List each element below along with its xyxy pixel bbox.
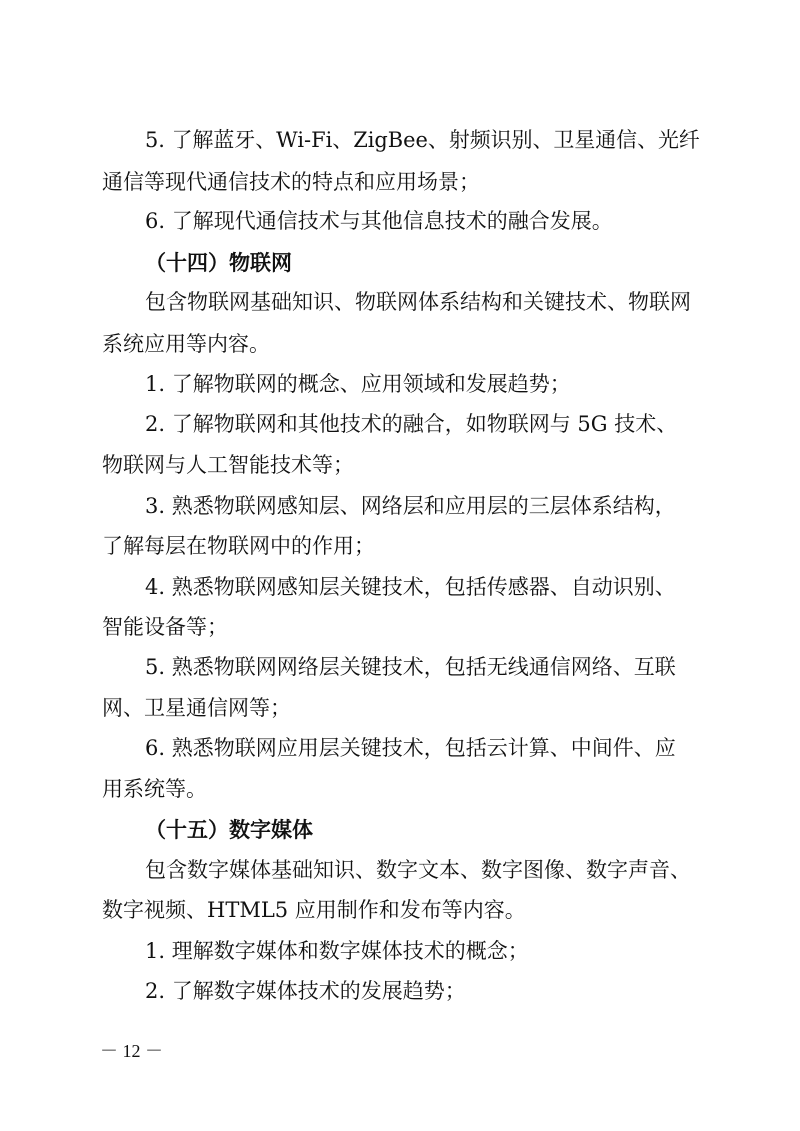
iot-item-3: 3. 熟悉物联网感知层、网络层和应用层的三层体系结构， [145, 494, 676, 518]
text-line [0, 808, 800, 852]
list-item-5-comms-cont: 通信等现代通信技术的特点和应用场景； [102, 170, 480, 194]
media-item-1: 1. 理解数字媒体和数字媒体技术的概念； [145, 939, 529, 963]
iot-item-3-cont: 了解每层在物联网中的作用； [102, 534, 375, 558]
text-line [0, 402, 800, 446]
text-line [0, 969, 800, 1013]
iot-item-5-cont: 网、卫星通信网等； [102, 696, 291, 720]
text-line [0, 848, 800, 892]
text-line [0, 443, 800, 487]
text-line [0, 565, 800, 609]
text-line [0, 767, 800, 811]
text-line [0, 241, 800, 285]
list-item-6-comms: 6. 了解现代通信技术与其他信息技术的融合发展。 [145, 209, 613, 233]
section-heading-iot: （十四）物联网 [145, 251, 292, 275]
page-number: － 12 － [100, 1041, 163, 1061]
iot-intro: 包含物联网基础知识、物联网体系结构和关键技术、物联网 [145, 290, 691, 314]
text-line [0, 524, 800, 568]
iot-item-5: 5. 熟悉物联网网络层关键技术，包括无线通信网络、互联 [145, 655, 676, 679]
text-line [0, 484, 800, 528]
iot-item-4-cont: 智能设备等； [102, 615, 228, 639]
text-line [0, 645, 800, 689]
text-line [0, 686, 800, 730]
text-line [0, 280, 800, 324]
text-line [0, 726, 800, 770]
text-line [0, 929, 800, 973]
text-line [0, 605, 800, 649]
iot-item-1: 1. 了解物联网的概念、应用领域和发展趋势； [145, 372, 571, 396]
media-item-2: 2. 了解数字媒体技术的发展趋势； [145, 979, 466, 1003]
iot-item-6: 6. 熟悉物联网应用层关键技术，包括云计算、中间件、应 [145, 736, 676, 760]
iot-intro-cont: 系统应用等内容。 [102, 332, 270, 356]
section-heading-digital-media: （十五）数字媒体 [145, 818, 313, 842]
text-line [0, 160, 800, 204]
text-line [0, 322, 800, 366]
text-line [0, 888, 800, 932]
iot-item-2: 2. 了解物联网和其他技术的融合，如物联网与 5G 技术、 [145, 412, 678, 436]
iot-item-4: 4. 熟悉物联网感知层关键技术，包括传感器、自动识别、 [145, 575, 676, 599]
media-intro: 包含数字媒体基础知识、数字文本、数字图像、数字声音、 [145, 858, 691, 882]
text-line [0, 362, 800, 406]
iot-item-2-cont: 物联网与人工智能技术等； [102, 453, 354, 477]
iot-item-6-cont: 用系统等。 [102, 777, 207, 801]
list-item-5-comms: 5. 了解蓝牙、Wi-Fi、ZigBee、射频识别、卫星通信、光纤 [145, 128, 700, 152]
text-line [0, 118, 800, 162]
text-line [0, 199, 800, 243]
media-intro-cont: 数字视频、HTML5 应用制作和发布等内容。 [102, 898, 526, 922]
